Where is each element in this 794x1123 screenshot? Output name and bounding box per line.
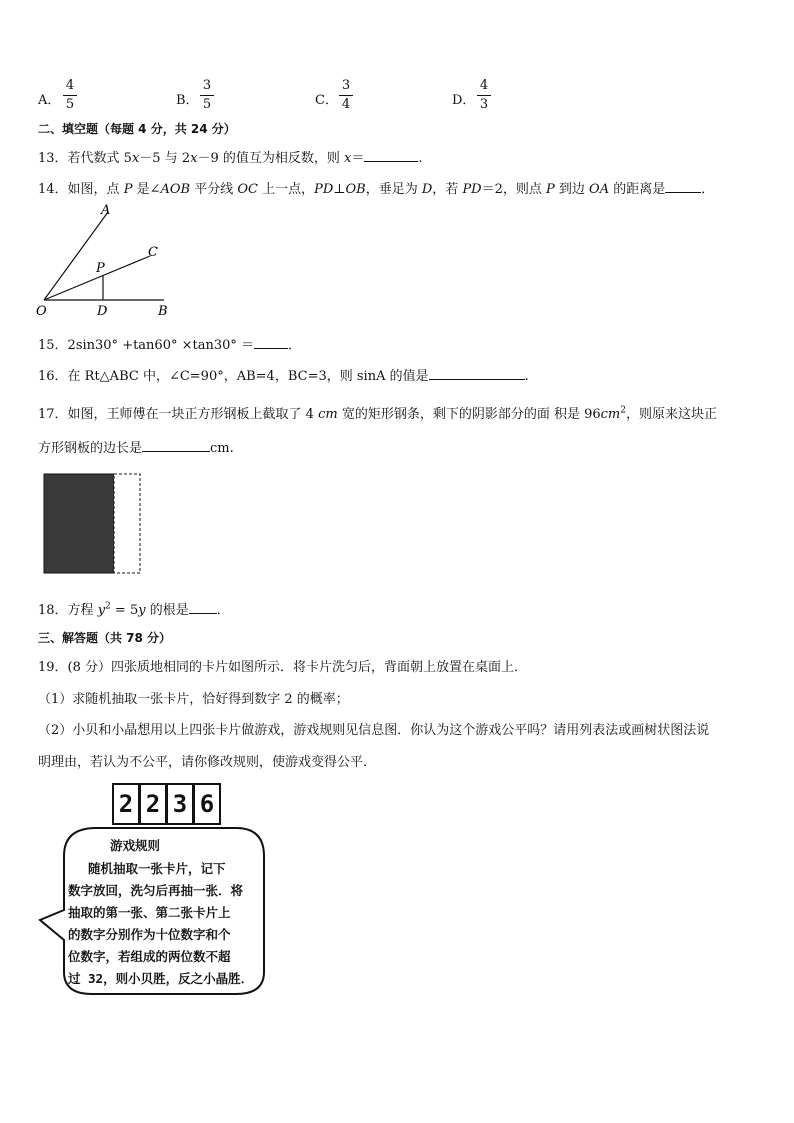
q17-text: 17．如图，王师傅在一块正方形钢板上截取了 4 [38, 407, 319, 422]
question-19-part-2-line-1: （2）小贝和小晶想用以上四张卡片做游戏，游戏规则见信息图．你认为这个游戏公平吗？请用列表法或画树状图法说 [38, 723, 710, 738]
var: OB [345, 182, 366, 197]
q13-text: 13．若代数式 5 [38, 151, 132, 166]
card-1: 2 [112, 783, 140, 825]
option-b-fraction [200, 78, 214, 113]
question-19-intro: 19．(8 分）四张质地相同的卡片如图所示．将卡片洗匀后，背面朝上放置在桌面上． [38, 660, 528, 675]
label-o: O [36, 304, 47, 319]
rules-line: 过 32，则小贝胜，反之小晶胜． [68, 971, 254, 986]
var-y: y [97, 603, 106, 618]
question-19-part-2-line-2: 明理由，若认为不公平，请你修改规则，使游戏变得公平． [38, 755, 377, 770]
label-b: B [158, 304, 168, 319]
label-d: D [97, 304, 108, 319]
numerator: 4 [479, 78, 489, 93]
question-13 [38, 147, 423, 166]
answer-blank[interactable] [364, 161, 418, 162]
denominator: 4 [341, 97, 351, 112]
option-label: D． [452, 93, 476, 108]
var: PD [314, 182, 334, 197]
option-label: C． [315, 93, 338, 108]
rules-title: 游戏规则 [110, 838, 161, 853]
q14-text: ，若 [432, 182, 463, 197]
var-x: x [344, 151, 352, 166]
answer-blank[interactable] [142, 451, 210, 452]
q13-text: －5 与 2 [139, 151, 191, 166]
q14-text: ． [701, 182, 715, 197]
option-a-fraction [63, 78, 77, 113]
option-d [452, 89, 475, 108]
q16-text: 16．在 Rt△ABC 中，∠C=90°，AB=4，BC=3，则 sinA 的值是 [38, 369, 429, 384]
denominator: 3 [479, 97, 489, 112]
question-19-part-1: （1）求随机抽取一张卡片，恰好得到数字 2 的概率； [38, 692, 349, 707]
q14-text: 平分线 [190, 182, 238, 197]
denominator: 5 [65, 97, 75, 112]
var-x: x [131, 151, 140, 166]
var: OC [237, 182, 258, 197]
question-18 [38, 599, 230, 618]
var: PD [462, 182, 482, 197]
q14-text: 的距离是 [609, 182, 666, 197]
q13-text: . [418, 151, 423, 166]
card-3: 3 [166, 783, 194, 825]
rules-line: 数字放回，洗匀后再抽一张．将 [68, 883, 244, 898]
q18-text: 的根是 [145, 603, 189, 618]
denominator: 5 [202, 97, 212, 112]
card-2: 2 [139, 783, 167, 825]
cut-strip [114, 474, 140, 573]
rules-line: 随机抽取一张卡片，记下 [88, 861, 226, 876]
q16-text: . [524, 369, 529, 384]
q14-text: 14．如图，点 [38, 182, 124, 197]
unit-cm: cm [600, 407, 621, 422]
answer-blank[interactable] [429, 379, 525, 380]
option-c [315, 89, 338, 108]
q13-text: －9 的值互为相反数，则 [197, 151, 344, 166]
question-16 [38, 365, 529, 384]
section-3-heading: 三、解答题（共 78 分） [38, 631, 172, 645]
option-c-fraction [339, 78, 353, 113]
superscript: 2 [620, 405, 626, 416]
answer-blank[interactable] [189, 613, 217, 614]
q17-text: 方形钢板的边长是 [38, 441, 143, 456]
unit-cm: cm [318, 407, 338, 422]
q15-text: 15．2sin30° +tan60° ×tan30° ＝ [38, 338, 255, 353]
q14-text: ⊥ [333, 182, 346, 197]
var: OA [589, 182, 610, 197]
rules-line: 位数字，若组成的两位数不超 [68, 949, 231, 964]
question-17-line-1 [38, 403, 717, 422]
rules-line: 的数字分别作为十位数字和个 [68, 927, 231, 942]
rules-line: 抽取的第一张、第二张卡片上 [68, 905, 231, 920]
numerator: 4 [65, 78, 75, 93]
q14-text: ＝2，则点 [481, 182, 547, 197]
q17-text: 宽的矩形钢条，剩下的阴影部分的面 积是 96 [337, 407, 601, 422]
numerator: 3 [341, 78, 351, 93]
var: P [546, 182, 555, 197]
q14-text: 是∠ [132, 182, 161, 197]
angle-bisector-figure [30, 200, 180, 320]
card-4: 6 [193, 783, 221, 825]
answer-blank[interactable] [665, 192, 701, 193]
answer-blank[interactable] [254, 348, 288, 349]
q17-text: cm. [210, 441, 234, 456]
question-17-line-2 [38, 437, 234, 456]
q13-text: ＝ [351, 151, 365, 166]
var: AOB [160, 182, 191, 197]
option-label: B． [176, 93, 199, 108]
label-p: P [96, 261, 105, 276]
var-y: y [138, 603, 146, 618]
superscript: 2 [105, 601, 111, 612]
var: D [421, 182, 433, 197]
var: P [123, 182, 133, 197]
q14-text: ，垂足为 [365, 182, 422, 197]
q15-text: ． [288, 338, 302, 353]
option-d-fraction [477, 78, 491, 113]
section-2-heading: 二、填空题（每题 4 分，共 24 分） [38, 122, 236, 136]
q18-text: ． [216, 603, 230, 618]
option-a [38, 89, 60, 108]
label-a: A [101, 203, 111, 218]
shaded-region [44, 474, 114, 573]
steel-plate-figure [40, 472, 146, 580]
q14-text: 到边 [554, 182, 590, 197]
numerator: 3 [202, 78, 212, 93]
q14-text: 上一点， [257, 182, 315, 197]
label-c: C [148, 245, 158, 260]
var-x: x [190, 151, 198, 166]
q18-text: = 5 [110, 603, 139, 618]
option-label: A． [38, 93, 61, 108]
q18-text: 18．方程 [38, 603, 98, 618]
q17-text: ，则原来这块正 [625, 407, 717, 422]
question-15 [38, 334, 301, 353]
option-b [176, 89, 199, 108]
question-14 [38, 178, 714, 197]
